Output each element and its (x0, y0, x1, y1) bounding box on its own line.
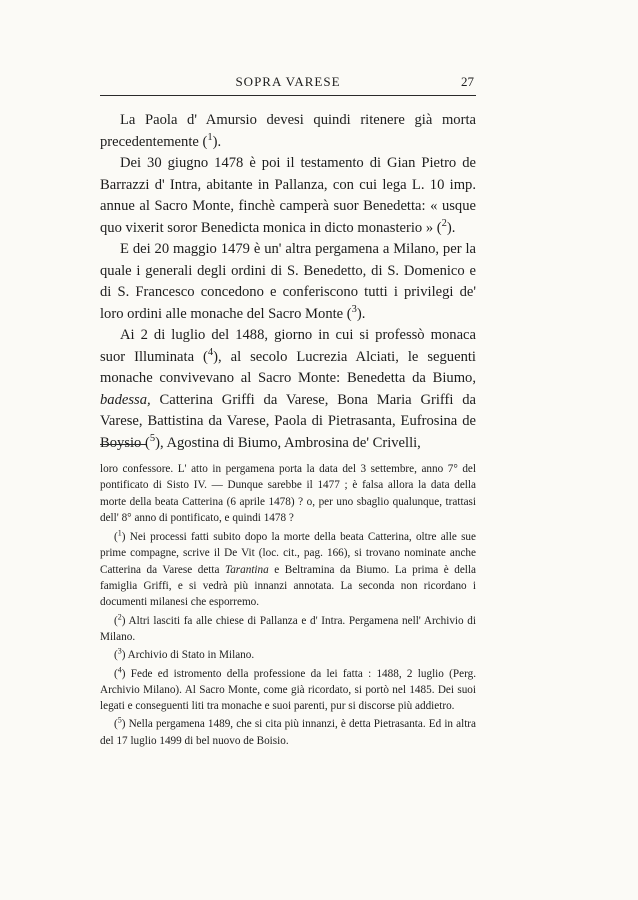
running-head: SOPRA VARESE (235, 74, 341, 89)
page-number: 27 (461, 74, 474, 89)
footnote-3: ($^3$) Archivio di Stato in Milano. (114, 646, 255, 662)
footnotes (100, 461, 476, 751)
italic-badessa: badessa, (100, 391, 151, 408)
footnote-continuation: loro confessore. L' atto in pergamena porta la data del 3 settembre, anno 7° del pontificato di Sisto IV. — Dunque sarebbe il 1477 ; è falsa allora la data della morte della beata Catterina (6 aprile 1478) ? o, per uno sbaglio qualunque, trattasi dell' 8° anno di pontificato, e quindi 1478 ? (100, 463, 476, 524)
paragraph-2: Dei 30 giugno 1478 è poi il testamento di Gian Pietro de Barrazzi d' Intra, abitante in Pallanza, con cui lega L. 10 imp. annue al Sacro Monte, finchè camperà suor Benedetta: « usque quo vixerit soror Benedicta monica in dicto monasterio » ($^2$). (100, 155, 476, 236)
footnote-ref-3: 3 (351, 303, 357, 315)
footnote-4: ($^4$) Fede ed istromento della professione da lei fatta : 1488, 2 luglio (Perg. Archivio Milano). Al Sacro Monte, come già ricordato, si portò nel 1485. Dei suoi legati e conseguenti liti tra monache e suoi parenti, pur si discorse più addietro. (100, 664, 476, 713)
page-header (100, 74, 476, 96)
paragraph-1: La Paola d' Amursio devesi quindi ritenere già morta precedentemente ($^1$). (100, 112, 476, 150)
paragraph-3: E dei 20 maggio 1479 è un' altra pergamena a Milano, per la quale i generali degli ordini di S. Benedetto, di S. Domenico e di S. Francesco concedono e conferiscono tutti i privilegi de' loro ordini alle monache del Sacro Monte ($^3$). (100, 241, 476, 322)
paragraph-4: Ai 2 di luglio del 1488, giorno in cui si professò monaca suor Illuminata ($^4$), al secolo Lucrezia Alciati, le seguenti monache convivevano al Sacro Monte: Benedetta da Biumo, badessa, Catterina Griffi da Varese, Bona Maria Griffi da Varese, Battistina da Varese, Paola di Pietrasanta, Eufrosina de Boysio ($^5$), Agostina di Biumo, Ambrosina de' Crivelli, (100, 327, 476, 451)
header-rule (100, 95, 476, 96)
footnote-ref-4: 4 (207, 346, 214, 358)
footnote-ref-2: 2 (441, 217, 447, 229)
footnote-rule (100, 444, 146, 445)
footnote-5: ($^5$) Nella pergamena 1489, che si cita più innanzi, è detta Pietrasanta. Ed in altra del 17 luglio 1499 di bel nuovo de Boisio. (100, 715, 476, 747)
footnote-1: ($^1$) Nei processi fatti subito dopo la morte della beata Catterina, oltre alle sue prime compagne, scrive il De Vit (loc. cit., pag. 166), si trovano nominate anche Catterina da Varese detta Tarantina e Beltramina da Biumo. La prima è della famiglia Griffi, e si vedrà più innanzi annotata. La seconda non ricordano i documenti milanesi che esporremo. (100, 528, 476, 609)
footnote-2: ($^2$) Altri lasciti fa alle chiese di Pallanza e d' Intra. Pergamena nell' Archivio di Milano. (100, 611, 476, 643)
main-text (100, 110, 476, 454)
footnote-ref-1: 1 (207, 131, 213, 143)
footnote-ref-5: 5 (149, 432, 156, 444)
